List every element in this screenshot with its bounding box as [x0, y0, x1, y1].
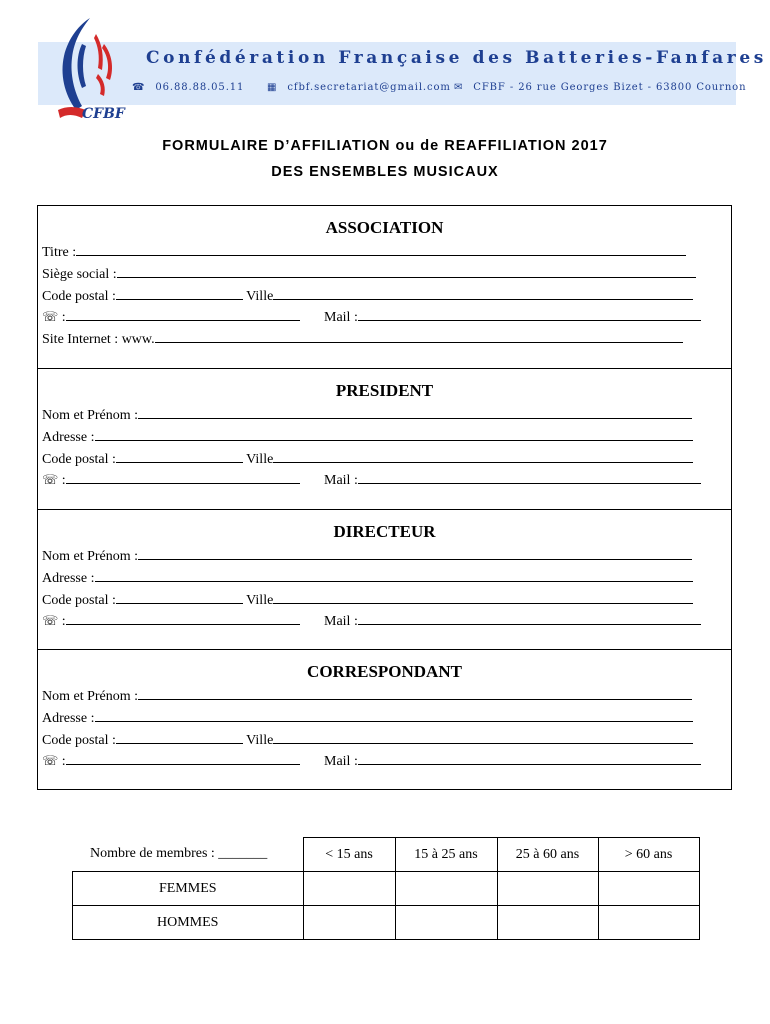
phone-icon: ☎ [132, 82, 146, 93]
directeur-heading: DIRECTEUR [333, 522, 436, 541]
members-count-field[interactable]: Nombre de membres : _______ [90, 846, 268, 861]
association-heading: ASSOCIATION [325, 218, 444, 237]
correspondant-nom-field[interactable]: Nom et Prénom : [42, 686, 692, 704]
directeur-nom-field[interactable]: Nom et Prénom : [42, 546, 692, 564]
phone-icon: ☏ [42, 473, 59, 488]
table-row [73, 906, 700, 940]
correspondant-mail-field[interactable]: Mail : [324, 751, 701, 769]
directeur-mail-field[interactable]: Mail : [324, 611, 701, 629]
directeur-adresse-field[interactable]: Adresse : [42, 568, 693, 586]
correspondant-heading: CORRESPONDANT [307, 662, 462, 681]
phone-icon: ☏ [42, 310, 59, 325]
president-mail-field[interactable]: Mail : [324, 470, 701, 488]
count-cell[interactable] [598, 872, 699, 906]
envelope-icon: ✉ [454, 82, 464, 93]
column-header: < 15 ans [303, 838, 395, 872]
phone-icon: ☏ [42, 754, 59, 769]
phone-field[interactable]: ☏ : [42, 307, 300, 325]
contact-phone [132, 82, 244, 93]
form-title-line1: FORMULAIRE D’AFFILIATION ou de REAFFILIATION 2017 [162, 138, 608, 154]
contact-address [454, 82, 746, 93]
directeur-phone-field[interactable]: ☏ : [42, 611, 300, 629]
count-cell[interactable] [303, 906, 395, 940]
president-heading: PRESIDENT [335, 381, 434, 400]
correspondant-adresse-field[interactable]: Adresse : [42, 708, 693, 726]
count-cell[interactable] [303, 872, 395, 906]
contact-email [267, 82, 451, 93]
president-nom-field[interactable]: Nom et Prénom : [42, 405, 692, 423]
code-postal-field[interactable]: Code postal : Ville [42, 286, 693, 304]
logo-text: CFBF [82, 106, 125, 122]
column-header: 15 à 25 ans [395, 838, 497, 872]
directeur-section [37, 509, 732, 650]
site-field[interactable]: Site Internet : www. [42, 329, 683, 347]
column-header: 25 à 60 ans [497, 838, 598, 872]
count-cell[interactable] [395, 872, 497, 906]
count-cell[interactable] [497, 872, 598, 906]
count-cell[interactable] [395, 906, 497, 940]
association-section [37, 205, 732, 369]
phone-icon: ☏ [42, 614, 59, 629]
president-section [37, 368, 732, 510]
titre-field[interactable]: Titre : [42, 242, 686, 260]
count-cell[interactable] [598, 906, 699, 940]
correspondant-phone-field[interactable]: ☏ : [42, 751, 300, 769]
email-address: cfbf.secretariat@gmail.com [287, 82, 451, 93]
table-row [73, 872, 700, 906]
directeur-code-postal-field[interactable]: Code postal : Ville [42, 590, 693, 608]
cfbf-logo [52, 14, 125, 124]
column-header: > 60 ans [598, 838, 699, 872]
fax-icon: ▦ [267, 82, 278, 93]
president-phone-field[interactable]: ☏ : [42, 470, 300, 488]
phone-number: 06.88.88.05.11 [155, 82, 245, 93]
president-code-postal-field[interactable]: Code postal : Ville [42, 449, 693, 467]
org-name: Confédération Française des Batteries-Fanfares [146, 48, 767, 68]
mail-field[interactable]: Mail : [324, 307, 701, 325]
row-label-hommes: HOMMES [73, 906, 304, 940]
postal-address: CFBF - 26 rue Georges Bizet - 63800 Cournon [473, 82, 747, 93]
siege-field[interactable]: Siège social : [42, 264, 696, 282]
correspondant-section [37, 649, 732, 790]
row-label-femmes: FEMMES [73, 872, 304, 906]
form-title-line2: DES ENSEMBLES MUSICAUX [271, 164, 499, 180]
correspondant-code-postal-field[interactable]: Code postal : Ville [42, 730, 693, 748]
president-adresse-field[interactable]: Adresse : [42, 427, 693, 445]
count-cell[interactable] [497, 906, 598, 940]
